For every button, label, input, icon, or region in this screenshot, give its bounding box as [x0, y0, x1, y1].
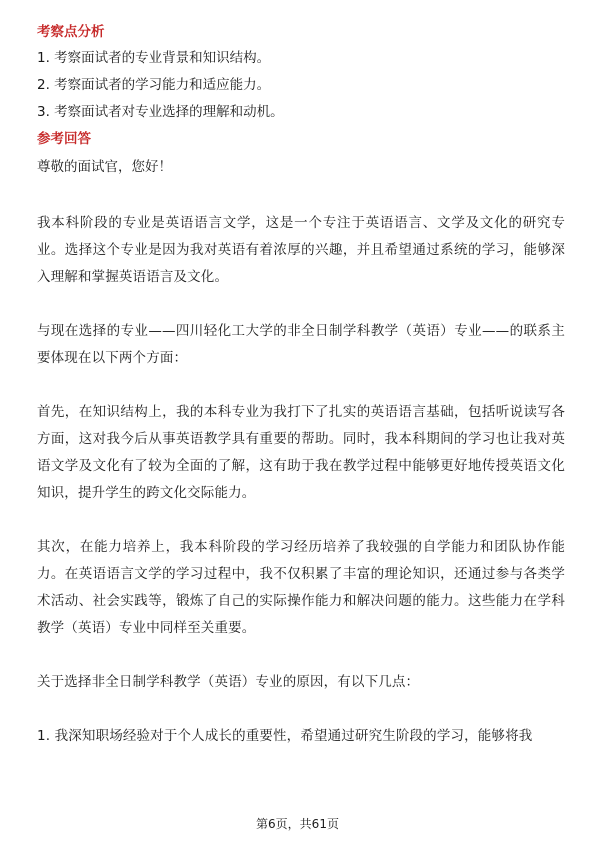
analysis-item: 3. 考察面试者对专业选择的理解和动机。	[37, 104, 284, 120]
analysis-heading: 考察点分析	[37, 24, 105, 40]
page-number: 第6页，共61页	[256, 817, 339, 831]
answer-heading: 参考回答	[37, 131, 91, 147]
page-content	[37, 22, 565, 777]
answer-paragraph: 1. 我深知职场经验对于个人成长的重要性，希望通过研究生阶段的学习，能够将我	[37, 728, 533, 744]
greeting: 尊敬的面试官，您好！	[37, 159, 172, 175]
answer-paragraph: 关于选择非全日制学科教学（英语）专业的原因，有以下几点：	[37, 674, 420, 690]
analysis-item: 1. 考察面试者的专业背景和知识结构。	[37, 50, 271, 66]
analysis-item: 2. 考察面试者的学习能力和适应能力。	[37, 77, 271, 93]
answer-paragraph: 首先，在知识结构上，我的本科专业为我打下了扎实的英语语言基础，包括听说读写各方面，这对我今后从事英语教学具有重要的帮助。同时，我本科期间的学习也让我对英语文学及文化有了较为全面的了解，这有助于我在教学过程中能够更好地传授英语文化知识，提升学生的跨文化交际能力。	[37, 404, 565, 501]
answer-paragraph: 与现在选择的专业——四川轻化工大学的非全日制学科教学（英语）专业——的联系主要体现在以下两个方面：	[37, 323, 565, 366]
answer-paragraph: 其次，在能力培养上，我本科阶段的学习经历培养了我较强的自学能力和团队协作能力。在英语语言文学的学习过程中，我不仅积累了丰富的理论知识，还通过参与各类学术活动、社会实践等，锻炼了自己的实际操作能力和解决问题的能力。这些能力在学科教学（英语）专业中同样至关重要。	[37, 539, 565, 636]
answer-paragraph: 我本科阶段的专业是英语语言文学，这是一个专注于英语语言、文学及文化的研究专业。选择这个专业是因为我对英语有着浓厚的兴趣，并且希望通过系统的学习，能够深入理解和掌握英语语言及文化。	[37, 215, 565, 285]
